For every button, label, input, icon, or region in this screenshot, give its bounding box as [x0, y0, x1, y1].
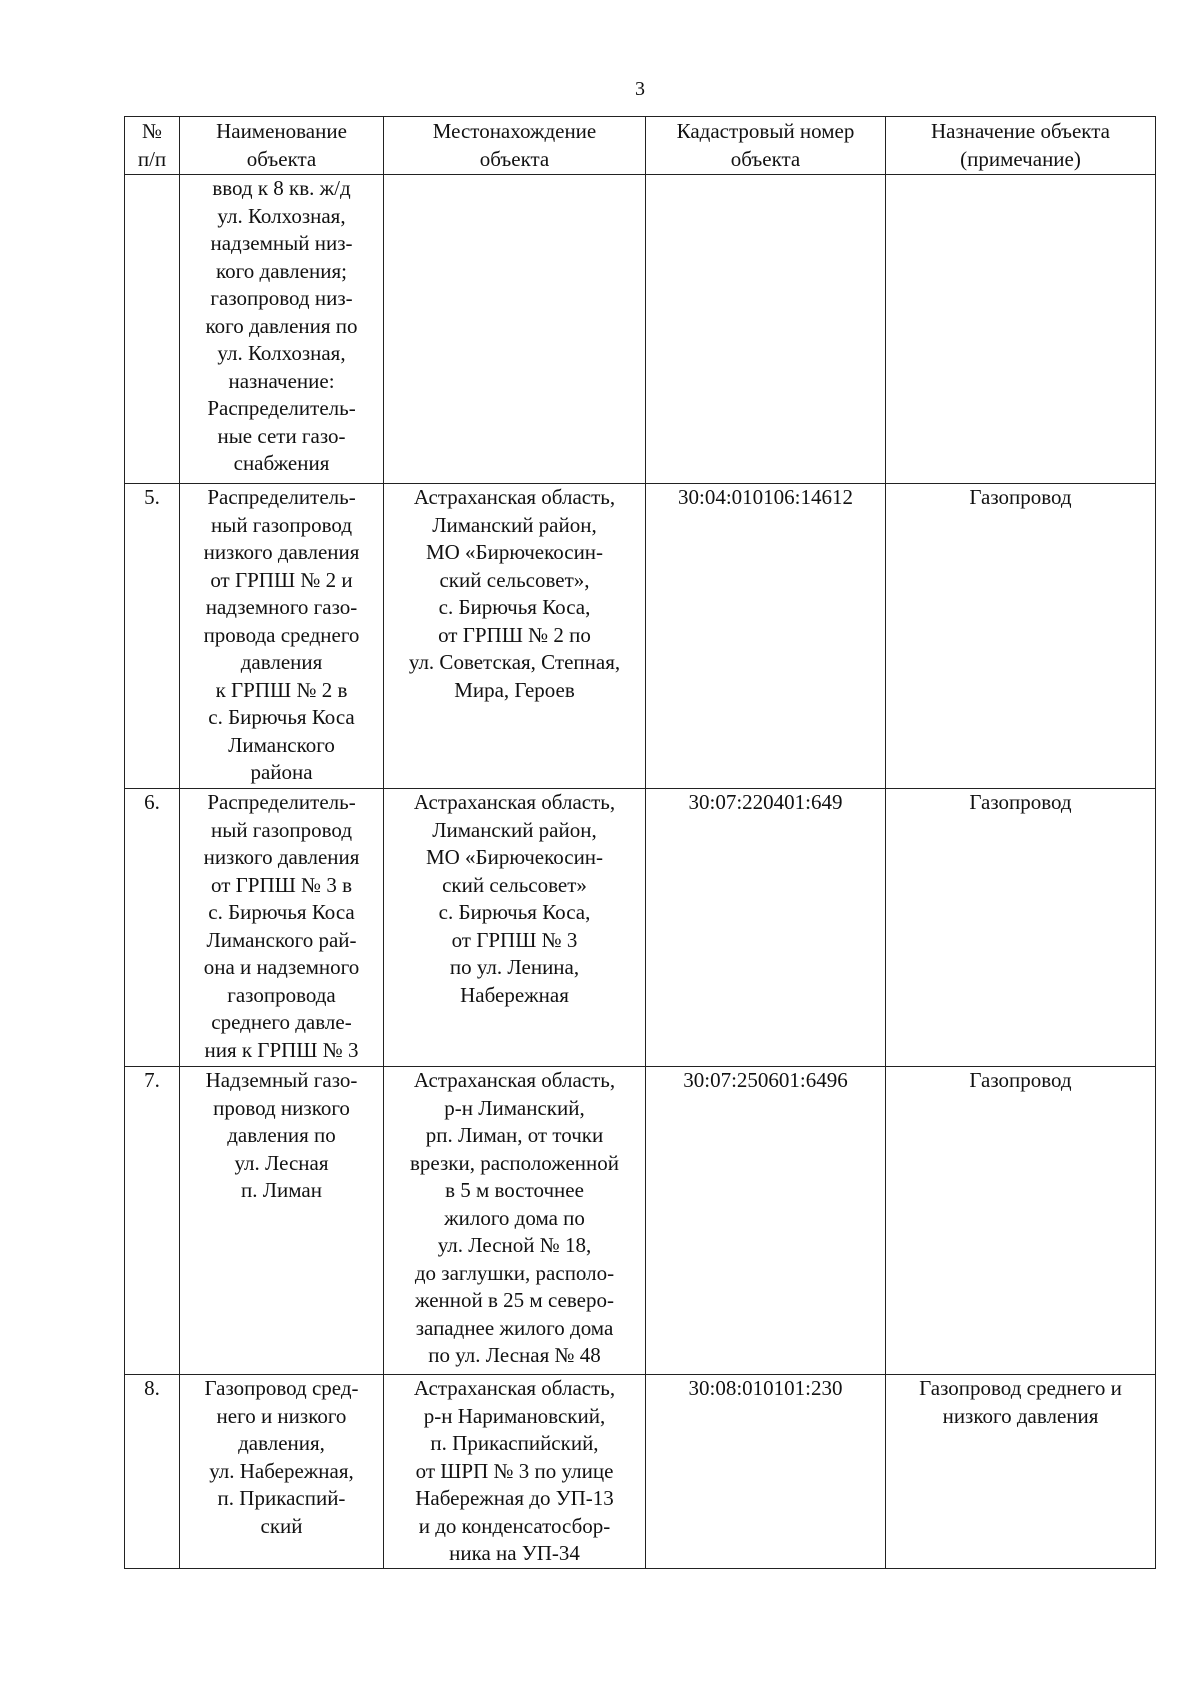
object-registry-table — [124, 116, 1156, 1569]
header-name: Наименование объекта — [180, 117, 384, 175]
table-row — [125, 1067, 1156, 1375]
cell-purpose — [886, 175, 1156, 484]
cell-purpose: Газопровод — [886, 484, 1156, 789]
header-cadastral-number: Кадастровый номер объекта — [646, 117, 886, 175]
header-purpose: Назначение объекта (примечание) — [886, 117, 1156, 175]
table-row — [125, 789, 1156, 1067]
cell-number: 7. — [125, 1067, 180, 1375]
table-row — [125, 175, 1156, 484]
cell-name: ввод к 8 кв. ж/д ул. Колхозная, надземный низ- кого давления; газопровод низ- кого давления по ул. Колхозная, назначение: Распределитель- ные сети газо- снабжения — [180, 175, 384, 484]
cell-number: 6. — [125, 789, 180, 1067]
cell-name: Газопровод сред- него и низкого давления, ул. Набережная, п. Прикаспий- ский — [180, 1375, 384, 1569]
cell-location: Астраханская область, р-н Лиманский, рп. Лиман, от точки врезки, расположенной в 5 м восточнее жилого дома по ул. Лесной № 18, до заглушки, располо- женной в 25 м северо- западнее жилого дома по ул. Лесная № 48 — [384, 1067, 646, 1375]
cell-number — [125, 175, 180, 484]
table-row — [125, 1375, 1156, 1569]
cell-location: Астраханская область, р-н Наримановский, п. Прикаспийский, от ШРП № 3 по улице Набережная до УП-13 и до конденсатосбор- ника на УП-34 — [384, 1375, 646, 1569]
page-number: 3 — [635, 78, 645, 100]
table-header-row — [125, 117, 1156, 175]
cell-purpose: Газопровод среднего и низкого давления — [886, 1375, 1156, 1569]
cell-name: Распределитель- ный газопровод низкого давления от ГРПШ № 2 и надземного газо- провода среднего давления к ГРПШ № 2 в с. Бирючья Коса Лиманского района — [180, 484, 384, 789]
cell-purpose: Газопровод — [886, 789, 1156, 1067]
cell-cadastral-number — [646, 175, 886, 484]
cell-number: 5. — [125, 484, 180, 789]
cell-cadastral-number: 30:08:010101:230 — [646, 1375, 886, 1569]
header-location: Местонахождение объекта — [384, 117, 646, 175]
header-number: № п/п — [125, 117, 180, 175]
cell-location: Астраханская область, Лиманский район, МО «Бирючекосин- ский сельсовет» с. Бирючья Коса, от ГРПШ № 3 по ул. Ленина, Набережная — [384, 789, 646, 1067]
cell-location: Астраханская область, Лиманский район, МО «Бирючекосин- ский сельсовет», с. Бирючья Коса, от ГРПШ № 2 по ул. Советская, Степная, Мира, Героев — [384, 484, 646, 789]
cell-cadastral-number: 30:04:010106:14612 — [646, 484, 886, 789]
cell-cadastral-number: 30:07:250601:6496 — [646, 1067, 886, 1375]
table-row — [125, 484, 1156, 789]
cell-purpose: Газопровод — [886, 1067, 1156, 1375]
cell-name: Надземный газо- провод низкого давления по ул. Лесная п. Лиман — [180, 1067, 384, 1375]
cell-cadastral-number: 30:07:220401:649 — [646, 789, 886, 1067]
cell-number: 8. — [125, 1375, 180, 1569]
cell-name: Распределитель- ный газопровод низкого давления от ГРПШ № 3 в с. Бирючья Коса Лиманского рай- она и надземного газопровода среднего давле- ния к ГРПШ № 3 — [180, 789, 384, 1067]
cell-location — [384, 175, 646, 484]
